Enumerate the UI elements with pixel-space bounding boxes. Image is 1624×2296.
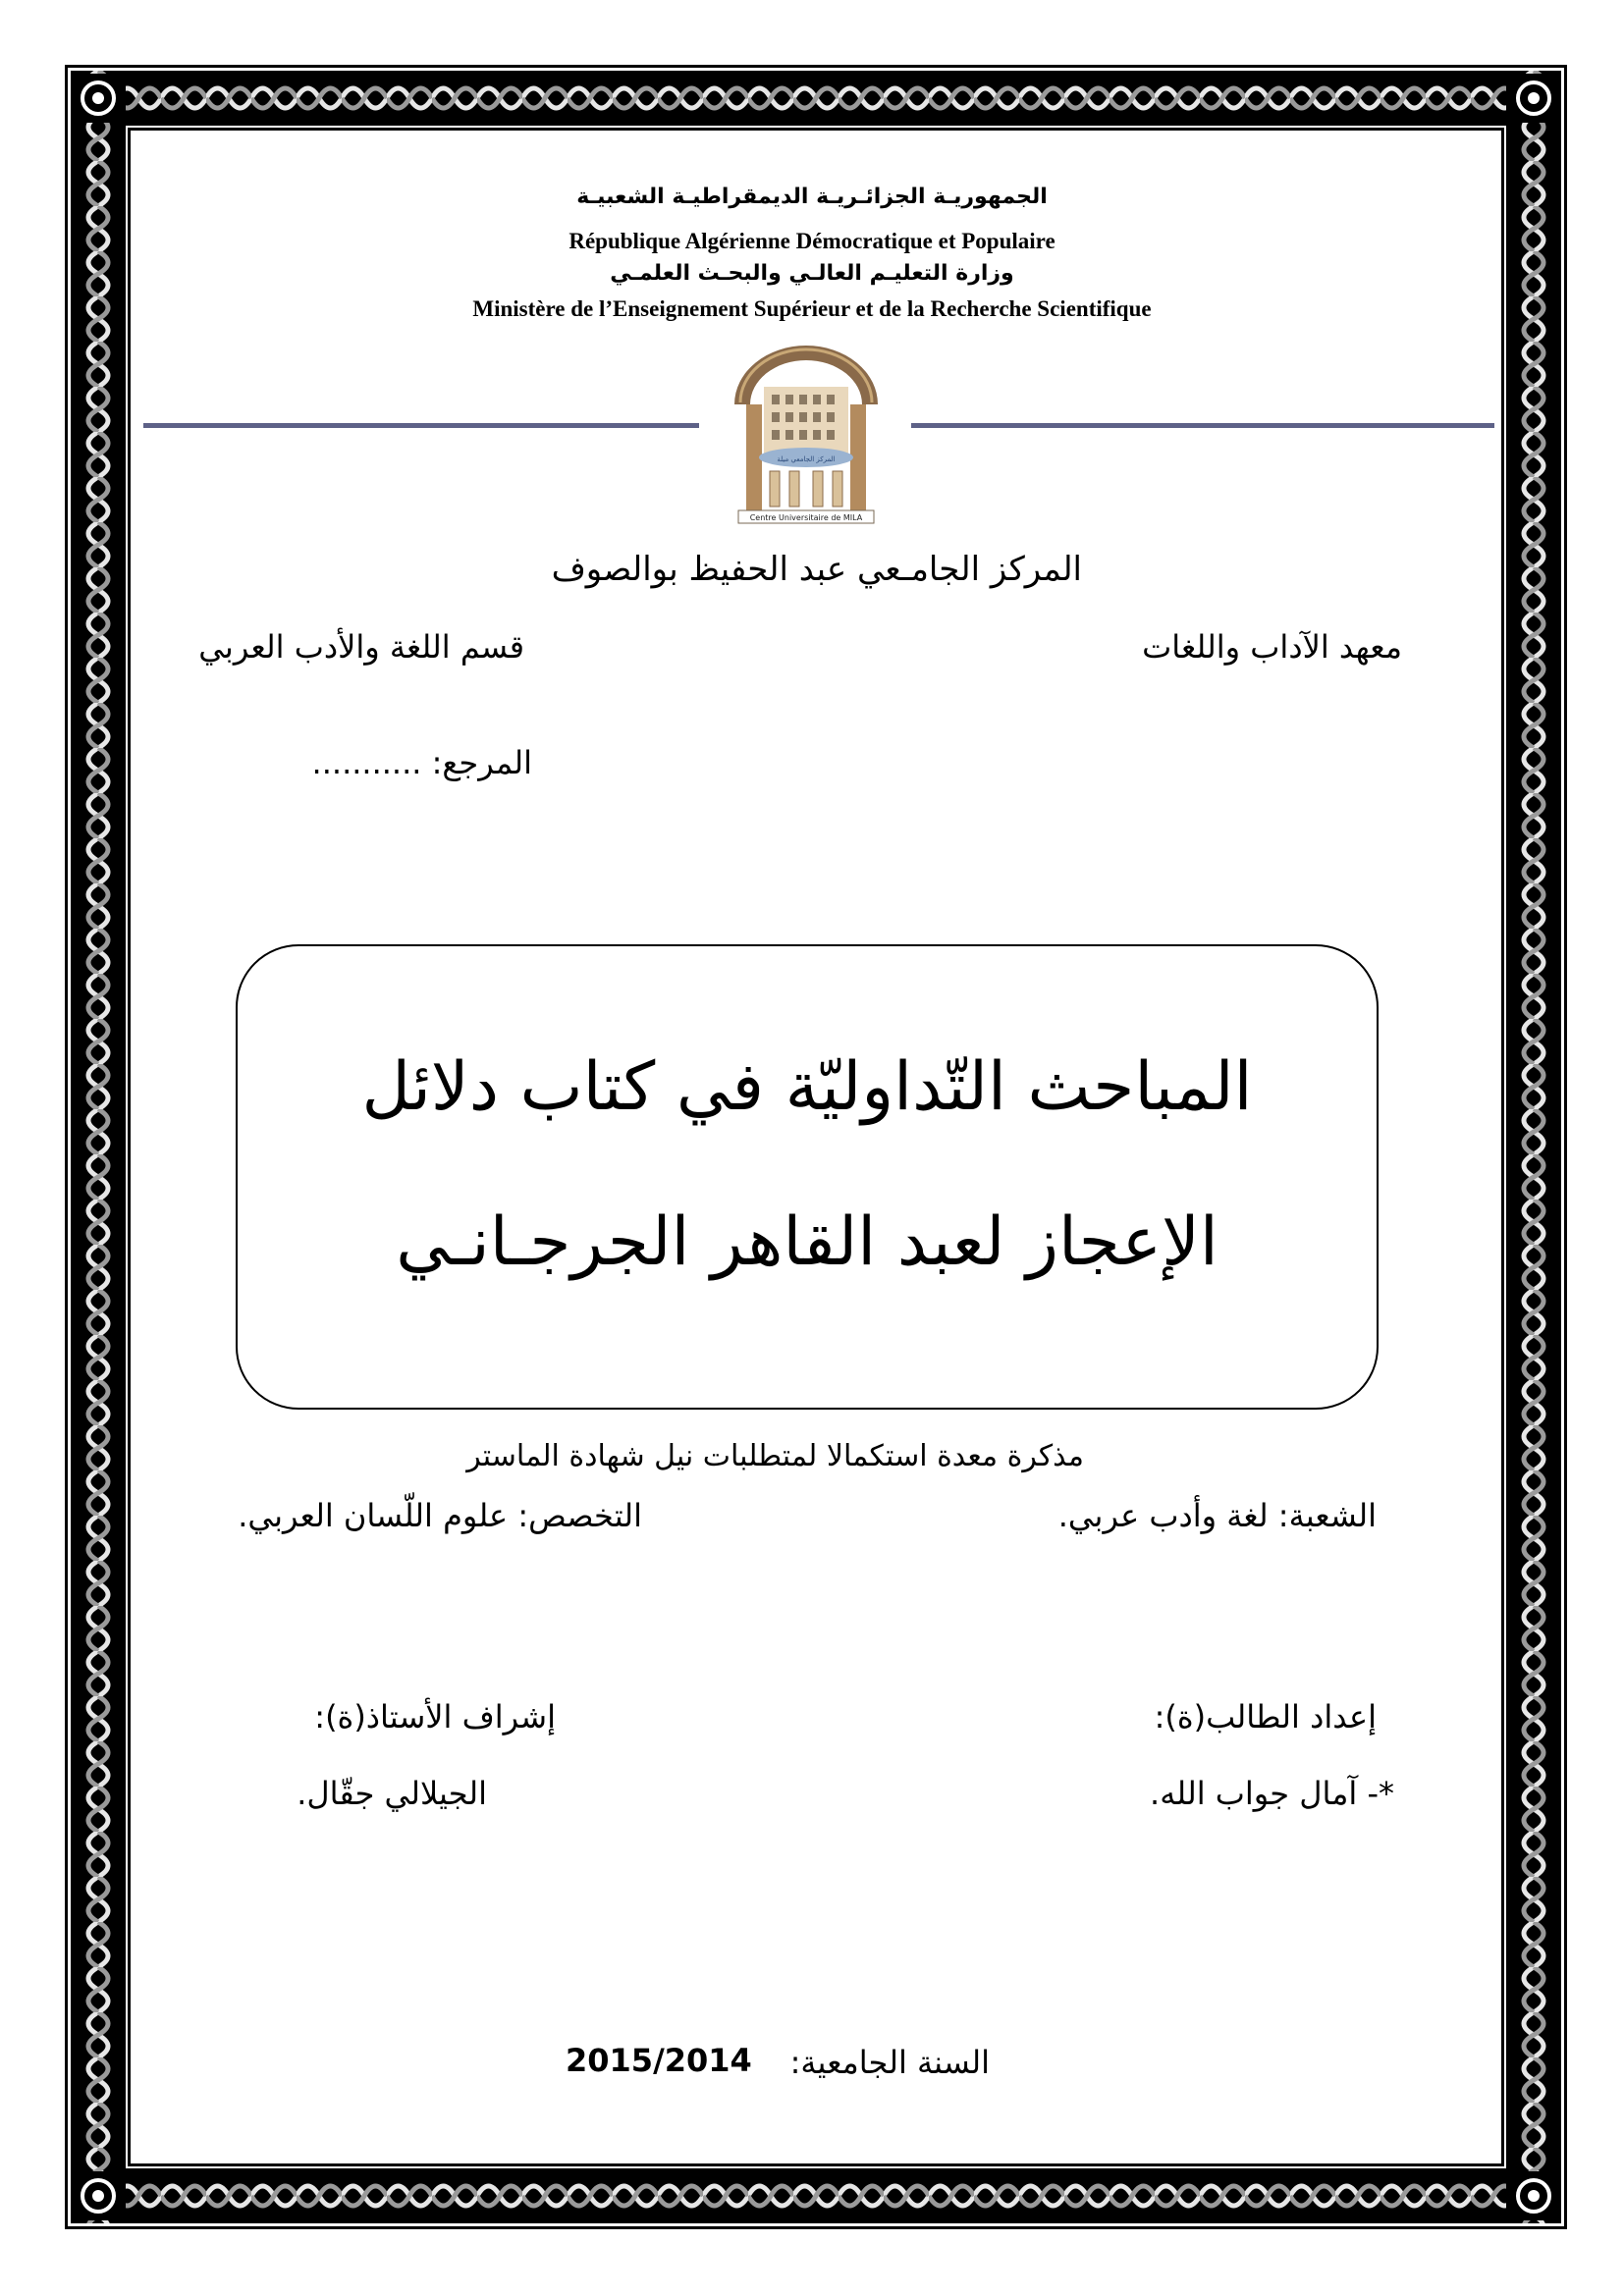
ministry-arabic: وزارة التعليـم العالـي والبحـث العلمـي	[610, 261, 1014, 286]
university-logo	[725, 336, 888, 524]
thesis-title-box	[236, 944, 1379, 1410]
border-band-right	[1506, 71, 1561, 2223]
student-name: *- آمال جواب الله.	[1150, 1775, 1394, 1812]
thesis-title-line-1: المباحث التّداوليّة في كتاب دلائل	[361, 1048, 1253, 1126]
border-band-top	[71, 71, 1561, 126]
svg-text:المركز الجامعي ميلة: المركز الجامعي ميلة	[777, 455, 836, 463]
border-band-left	[71, 71, 126, 2223]
thesis-title-line-2: الإعجاز لعبد القاهر الجرجـانـي	[396, 1203, 1218, 1281]
header-rule-right	[911, 423, 1494, 428]
department-name: قسم اللغة والأدب العربي	[198, 628, 524, 666]
header-rule-left	[143, 423, 699, 428]
reference-number: المرجع: ...........	[311, 744, 532, 781]
corner-ornament-bottom-left	[74, 2171, 123, 2220]
corner-ornament-top-right	[1509, 74, 1558, 123]
university-center-name: المركز الجامـعي عبد الحفيظ بوالصوف	[551, 550, 1082, 589]
academic-year-label: السنة الجامعية:	[789, 2044, 990, 2081]
svg-text:Centre Universitaire de MILA: Centre Universitaire de MILA	[749, 513, 863, 522]
ministry-french: Ministère de l’Enseignement Supérieur et de la Recherche Scientifique	[472, 296, 1152, 321]
republic-french: République Algérienne Démocratique et Populaire	[568, 229, 1056, 253]
corner-ornament-top-left	[74, 74, 123, 123]
republic-arabic: الجمهوريـة الجزائـريـة الديمقراطيـة الشعبيـة	[576, 185, 1048, 209]
student-label: إعداد الطالب(ة):	[1154, 1698, 1377, 1735]
border-band-bottom	[71, 2168, 1561, 2223]
thesis-branch: الشعبة: لغة وأدب عربي.	[1057, 1497, 1377, 1534]
supervisor-name: الجيلالي جقّال.	[297, 1775, 487, 1812]
thesis-purpose: مذكرة معدة استكمالا لمتطلبات نيل شهادة الماستر	[466, 1439, 1084, 1473]
thesis-specialty: التخصص: علوم اللّسان العربي.	[238, 1497, 642, 1534]
institute-name: معهد الآداب واللغات	[1142, 628, 1402, 666]
supervisor-label: إشراف الأستاذ(ة):	[314, 1698, 556, 1735]
corner-ornament-bottom-right	[1509, 2171, 1558, 2220]
academic-year-value: 2015/2014	[566, 2042, 752, 2079]
